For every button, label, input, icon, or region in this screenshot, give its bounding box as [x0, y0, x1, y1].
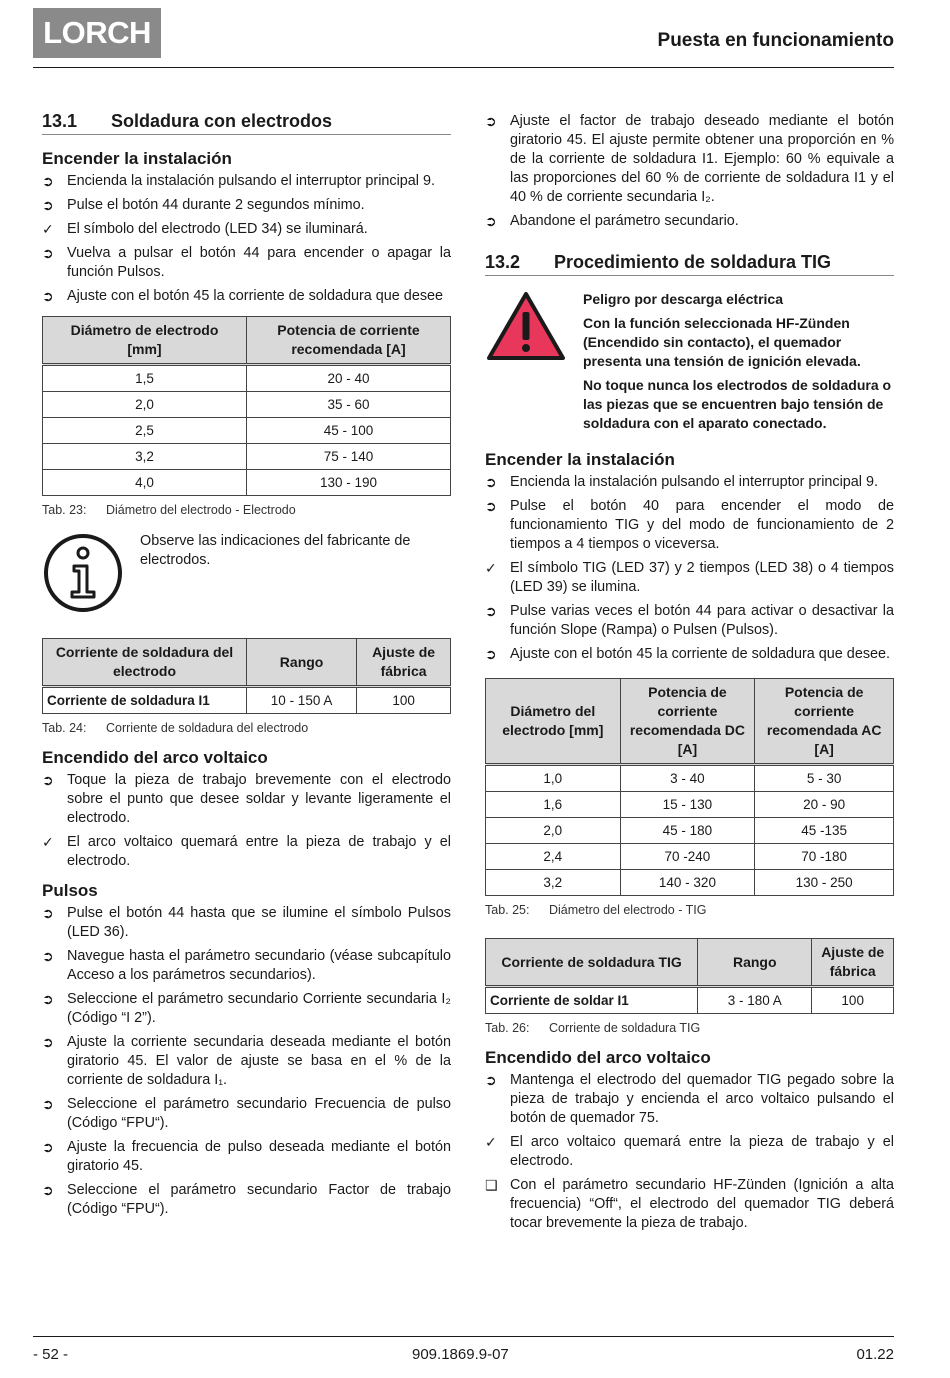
bullet-icon: ➲: [42, 991, 54, 1007]
bullet-icon: ➲: [485, 1072, 497, 1088]
bullet-icon: ➲: [485, 474, 497, 490]
table-cell: 130 - 190: [247, 470, 451, 496]
list-item: [42, 196, 451, 215]
table-cell: 45 - 180: [620, 818, 755, 844]
table-cell: 1,0: [486, 765, 621, 792]
bullet-icon: ➲: [42, 245, 54, 261]
bullet-icon: ✓: [42, 834, 54, 850]
list-item: [42, 990, 451, 1028]
warning-icon: [485, 290, 583, 438]
subheading-arco-tig: Encendido del arco voltaico: [485, 1048, 711, 1067]
bullet-icon: ➲: [485, 213, 497, 229]
list-item: [42, 1181, 451, 1219]
table-cell: 4,0: [43, 470, 247, 496]
list-item-text: Pulse el botón 40 para encender el modo de funcionamiento TIG y del modo de funcionamiento de 2 tiempos a 4 tiempos o viceversa.: [510, 498, 894, 552]
list-item: [485, 212, 894, 231]
bullet-icon: ➲: [42, 905, 54, 921]
bullet-icon: ❑: [485, 1177, 498, 1193]
table-electrode-current: Corriente de soldadura del electrodo Rango Ajuste de fábrica Corriente de soldadura I1 10 - 150 A 100: [42, 638, 451, 714]
list-item: [485, 645, 894, 664]
subheading-encender-tig: Encender la instalación: [485, 450, 675, 469]
list-arco-tig: [485, 1071, 894, 1233]
table-cell: 3 - 40: [620, 765, 755, 792]
list-arco: [42, 771, 451, 871]
document-number: 909.1869.9-07: [412, 1346, 509, 1363]
list-item-text: Pulse el botón 44 hasta que se ilumine el símbolo Pulsos (LED 36).: [67, 905, 451, 940]
table-cell: 15 - 130: [620, 792, 755, 818]
list-item-text: El símbolo del electrodo (LED 34) se iluminará.: [67, 221, 368, 237]
info-note: [42, 532, 451, 620]
bullet-icon: ➲: [42, 772, 54, 788]
table-cell: 70 -240: [620, 844, 755, 870]
section-13-2-heading: 13.2 Procedimiento de soldadura TIG: [485, 253, 894, 276]
info-icon: [42, 532, 140, 620]
table-cell: 70 -180: [755, 844, 894, 870]
warning-box: [485, 290, 894, 438]
table-row: [43, 418, 451, 444]
list-item-text: Encienda la instalación pulsando el interruptor principal 9.: [510, 474, 878, 490]
bullet-icon: ➲: [42, 1139, 54, 1155]
list-item: [42, 904, 451, 942]
warning-text: Con la función seleccionada HF-Zünden (Encendido sin contacto), el quemador presenta una tensión de ignición elevada.: [583, 315, 861, 369]
bullet-icon: ➲: [485, 498, 497, 514]
list-item-text: Mantenga el electrodo del quemador TIG pegado sobre la pieza de trabajo y encienda el arco voltaico pulsando el botón de quemador 75.: [510, 1072, 894, 1126]
list-item-text: Pulse varias veces el botón 44 para activar o desactivar la función Slope (Rampa) o Pulsen (Pulsos).: [510, 603, 894, 638]
subheading-arco: Encendido del arco voltaico: [42, 748, 268, 767]
subheading-pulsos: Pulsos: [42, 881, 98, 900]
document-date: 01.22: [856, 1346, 894, 1363]
table-row: [486, 870, 894, 896]
list-item-text: Toque la pieza de trabajo brevemente con el electrodo sobre el punto que desee soldar y levante ligeramente el electrodo.: [67, 772, 451, 826]
table-caption: Tab. 25: Diámetro del electrodo - TIG: [485, 903, 707, 917]
list-item: [42, 287, 451, 306]
table-cell: 75 - 140: [247, 444, 451, 470]
table-cell: 3,2: [486, 870, 621, 896]
table-cell: 2,0: [486, 818, 621, 844]
list-item: [42, 771, 451, 828]
right-column: [485, 112, 894, 1238]
list-item: [42, 947, 451, 985]
list-item-text: Seleccione el parámetro secundario Factor de trabajo (Código “FPU“).: [67, 1182, 451, 1217]
subheading-encender: Encender la instalación: [42, 149, 232, 168]
table-cell: 35 - 60: [247, 392, 451, 418]
list-item-text: Ajuste con el botón 45 la corriente de soldadura que desee: [67, 288, 444, 304]
table-row: [43, 470, 451, 496]
table-cell: 2,4: [486, 844, 621, 870]
table-caption: Tab. 26: Corriente de soldadura TIG: [485, 1021, 701, 1035]
bullet-icon: ✓: [42, 221, 54, 237]
list-item-text: Ajuste con el botón 45 la corriente de soldadura que desee.: [510, 646, 891, 662]
table-row: [486, 818, 894, 844]
table-cell: 20 - 40: [247, 365, 451, 392]
header-title: Puesta en funcionamiento: [657, 30, 894, 51]
table-row: [43, 392, 451, 418]
table-cell: 130 - 250: [755, 870, 894, 896]
list-item-text: Navegue hasta el parámetro secundario (véase subcapítulo Acceso a los parámetros secundarios).: [67, 948, 451, 983]
table-caption: Tab. 23: Diámetro del electrodo - Electrodo: [42, 503, 296, 517]
section-13-1-heading: 13.1 Soldadura con electrodos: [42, 112, 451, 135]
table-tig-diameter: Diámetro del electrodo [mm] Potencia de corriente recomendada DC [A] Potencia de corriente recomendada AC [A] 1,0 3 - 40 5 - 30 1,6 15 - 130 20 - 90 2,0 45 - 180 45 -135 2,4 70 -240 70 -180 3,2 140 - 320 130 - 250: [485, 678, 894, 896]
table-tig-current: Corriente de soldadura TIG Rango Ajuste de fábrica Corriente de soldar I1 3 - 180 A 100: [485, 938, 894, 1014]
bullet-icon: ➲: [42, 1034, 54, 1050]
bullet-icon: ➲: [42, 948, 54, 964]
bullet-icon: ➲: [42, 1182, 54, 1198]
header-rule: [33, 67, 894, 68]
bullet-icon: ➲: [485, 646, 497, 662]
bullet-icon: ➲: [42, 173, 54, 189]
list-item: [42, 244, 451, 282]
list-item-text: Seleccione el parámetro secundario Corriente secundaria I₂ (Código “I 2”).: [67, 991, 451, 1026]
table-cell: 2,5: [43, 418, 247, 444]
list-item: [485, 1133, 894, 1171]
list-item: [42, 833, 451, 871]
bullet-icon: ➲: [42, 197, 54, 213]
table-row: [43, 444, 451, 470]
footer-rule: [33, 1336, 894, 1337]
table-row: [486, 765, 894, 792]
list-encender-tig: [485, 473, 894, 664]
list-encender: [42, 172, 451, 306]
table-cell: 3,2: [43, 444, 247, 470]
list-item-text: Ajuste el factor de trabajo deseado mediante el botón giratorio 45. El ajuste permite obtener una proporción en % de la corriente de soldadura I1. Ejemplo: 60 % equivale a las proporciones del 60 % de corriente de soldadura I1 y el 40 % de corriente secundaria I₂.: [510, 113, 894, 205]
list-item: [485, 497, 894, 554]
table-row: [486, 844, 894, 870]
list-item: [485, 473, 894, 492]
list-item: [485, 1176, 894, 1233]
table-cell: 45 - 100: [247, 418, 451, 444]
bullet-icon: ➲: [42, 288, 54, 304]
list-item: [485, 1071, 894, 1128]
table-row: [486, 792, 894, 818]
page-number: - 52 -: [33, 1346, 69, 1363]
list-item-text: El símbolo TIG (LED 37) y 2 tiempos (LED 38) o 4 tiempos (LED 39) se ilumina.: [510, 560, 894, 595]
lorch-logo: LORCH: [33, 8, 161, 58]
bullet-icon: ➲: [485, 603, 497, 619]
bullet-icon: ➲: [485, 113, 497, 129]
list-item: [485, 112, 894, 207]
table-row: [43, 365, 451, 392]
table-cell: 45 -135: [755, 818, 894, 844]
list-factor: [485, 112, 894, 231]
table-cell: 1,5: [43, 365, 247, 392]
list-item-text: El arco voltaico quemará entre la pieza de trabajo y el electrodo.: [510, 1134, 894, 1169]
bullet-icon: ➲: [42, 1096, 54, 1112]
list-item: [485, 602, 894, 640]
list-item-text: Abandone el parámetro secundario.: [510, 213, 739, 229]
list-item: [42, 220, 451, 239]
table-cell: 140 - 320: [620, 870, 755, 896]
table-cell: 20 - 90: [755, 792, 894, 818]
table-cell: 1,6: [486, 792, 621, 818]
list-item-text: Vuelva a pulsar el botón 44 para encender o apagar la función Pulsos.: [67, 245, 451, 280]
list-item: [42, 172, 451, 191]
table-cell: 2,0: [43, 392, 247, 418]
list-pulsos: [42, 904, 451, 1219]
table-cell: 5 - 30: [755, 765, 894, 792]
table-electrode-diameter: Diámetro de electrodo [mm] Potencia de corriente recomendada [A] 1,5 20 - 40 2,0 35 - 60 2,5 45 - 100 3,2 75 - 140 4,0 130 - 190: [42, 316, 451, 496]
warning-text: No toque nunca los electrodos de soldadura o las piezas que se encuentren bajo tensión de soldadura con el aparato conectado.: [583, 377, 892, 431]
list-item-text: Ajuste la frecuencia de pulso deseada mediante el botón giratorio 45.: [67, 1139, 451, 1174]
list-item-text: Encienda la instalación pulsando el interruptor principal 9.: [67, 173, 435, 189]
list-item-text: Con el parámetro secundario HF-Zünden (Ignición a alta frecuencia) “Off“, el electrodo del quemador TIG deberá tocar brevemente la pieza de trabajo.: [510, 1177, 894, 1231]
table-caption: Tab. 24: Corriente de soldadura del electrodo: [42, 721, 309, 735]
list-item: [485, 559, 894, 597]
bullet-icon: ✓: [485, 1134, 497, 1150]
list-item: [42, 1138, 451, 1176]
info-text: Observe las indicaciones del fabricante de electrodos.: [140, 533, 411, 568]
list-item-text: Ajuste la corriente secundaria deseada mediante el botón giratorio 45. El valor de ajuste se basa en el % de la corriente de soldadura I₁.: [67, 1034, 451, 1088]
left-column: [42, 112, 451, 1224]
bullet-icon: ✓: [485, 560, 497, 576]
list-item-text: El arco voltaico quemará entre la pieza de trabajo y el electrodo.: [67, 834, 451, 869]
list-item-text: Pulse el botón 44 durante 2 segundos mínimo.: [67, 197, 365, 213]
list-item: [42, 1095, 451, 1133]
list-item-text: Seleccione el parámetro secundario Frecuencia de pulso (Código “FPU“).: [67, 1096, 451, 1131]
warning-title: Peligro por descarga eléctrica: [583, 291, 783, 307]
list-item: [42, 1033, 451, 1090]
